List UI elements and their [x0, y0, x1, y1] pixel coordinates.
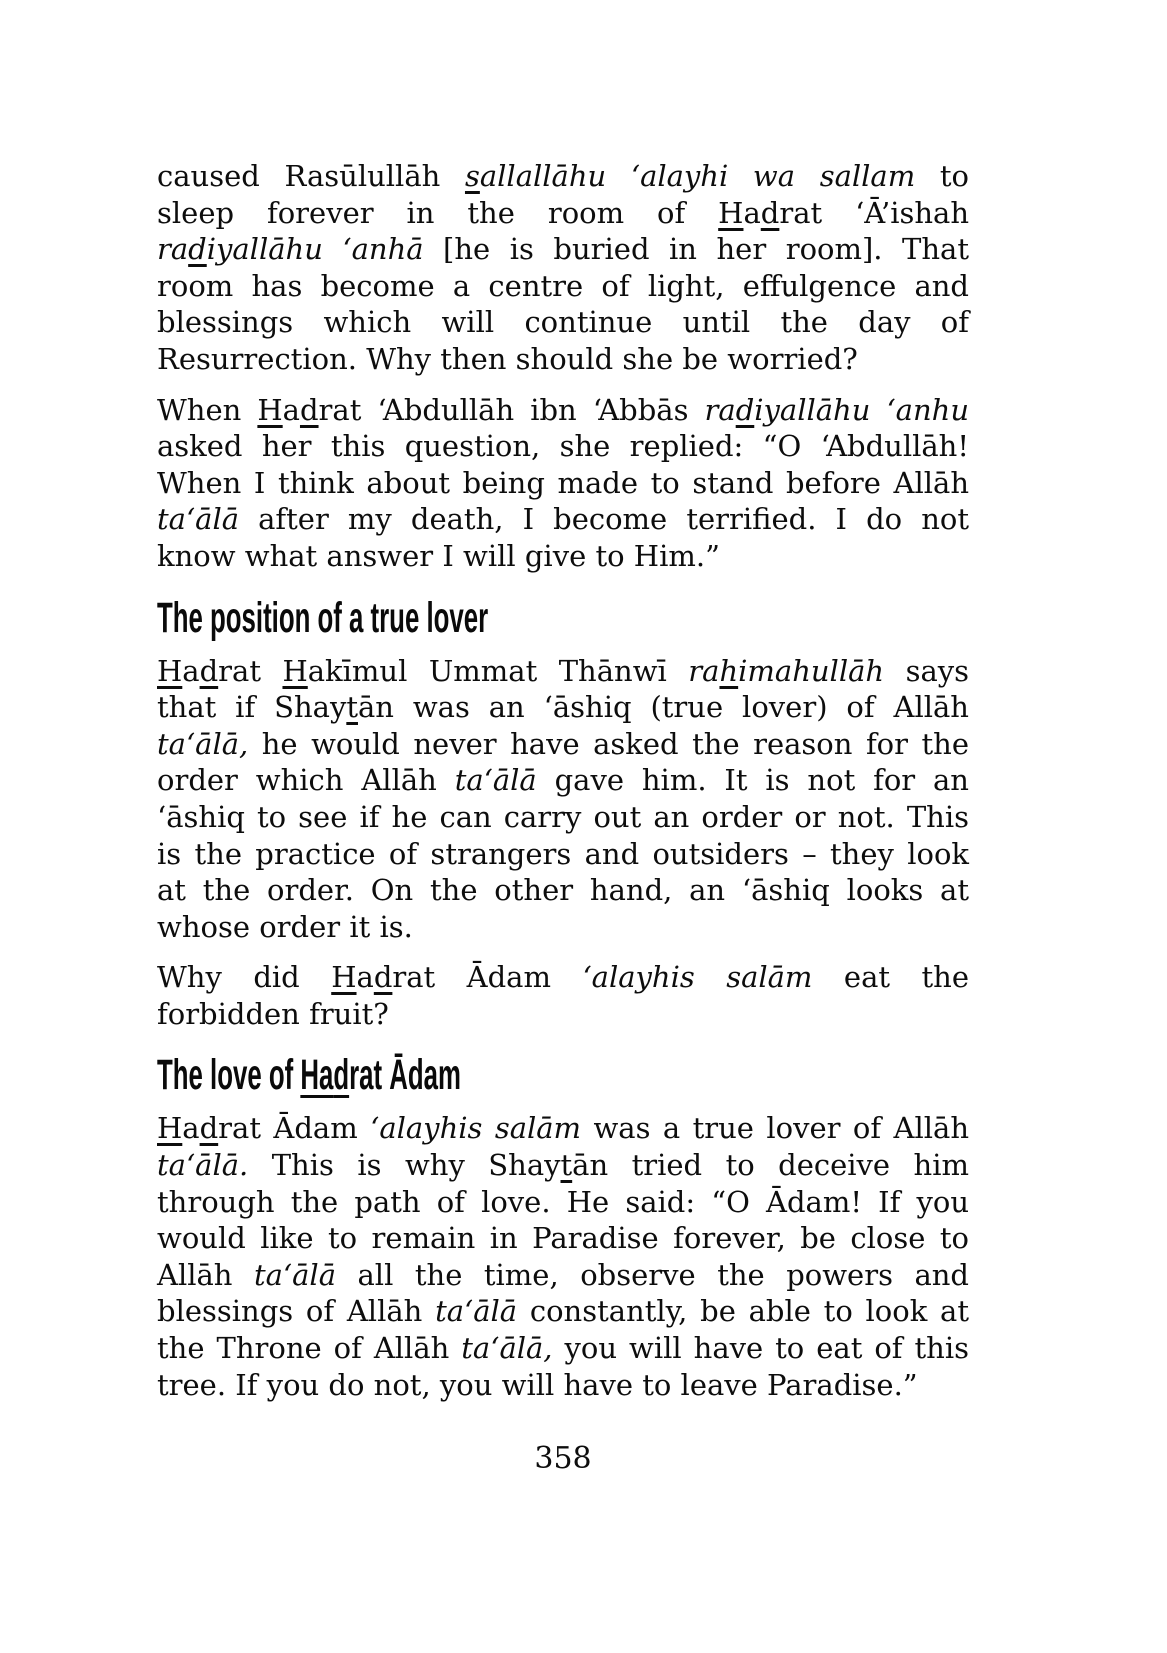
text-run: rat Ādam	[392, 960, 583, 995]
styled-text-run: ‘alayhis salām	[370, 1111, 582, 1146]
styled-text-run: H	[282, 653, 308, 688]
text-run: you will have to eat of this	[552, 1331, 970, 1366]
text-run: rat ‘Ā’ishah	[779, 195, 969, 230]
text-run: a	[743, 195, 761, 230]
text-line	[157, 872, 969, 909]
text-run: The love of	[157, 1051, 301, 1100]
text-run: that if Shay	[157, 690, 347, 725]
styled-text-run: H	[718, 195, 744, 230]
styled-text-run: s	[464, 159, 480, 193]
styled-text-run: ta‘ālā,	[157, 726, 249, 761]
text-run: asked her this question, she replied: “O ‘Abdullāh!	[157, 429, 969, 464]
text-column	[157, 158, 969, 1417]
text-line	[157, 959, 969, 996]
text-line	[157, 1257, 969, 1294]
text-run: a	[182, 653, 200, 688]
page-number: 358	[534, 1441, 592, 1476]
text-line	[157, 1184, 969, 1221]
text-line	[157, 465, 969, 502]
text-run: Resurrection. Why then should she be worried?	[157, 341, 858, 376]
text-line	[157, 538, 969, 575]
text-run: after my death, I become terrified. I do not	[239, 502, 969, 537]
text-line	[157, 653, 969, 690]
text-run: caused Rasūlullāh	[157, 159, 465, 193]
text-line	[157, 909, 969, 946]
text-line	[157, 689, 969, 726]
styled-text-run: ta‘ālā.	[157, 1148, 249, 1183]
text-line	[157, 158, 969, 195]
text-line	[157, 231, 969, 268]
text-line	[157, 341, 969, 378]
text-run: to	[915, 159, 969, 193]
text-run: tree. If you do not, you will have to leave Paradise.”	[157, 1367, 918, 1402]
text-line	[157, 304, 969, 341]
text-run: whose order it is.	[157, 909, 413, 944]
text-run: would like to remain in Paradise forever, be close to	[157, 1221, 969, 1256]
text-run: says	[884, 653, 970, 688]
text-run: When	[157, 392, 258, 427]
section-heading-text	[157, 595, 488, 641]
styled-text-run: H	[157, 1111, 183, 1146]
paragraph	[157, 653, 969, 946]
styled-text-run: H	[157, 653, 183, 688]
styled-text-run: Ha	[300, 1051, 334, 1100]
text-line	[157, 1220, 969, 1257]
text-run: sleep forever in the room of	[157, 195, 719, 230]
styled-text-run: d	[373, 960, 393, 995]
text-run: forbidden fruit?	[157, 996, 389, 1031]
text-run: blessings which will continue until the day of	[157, 305, 969, 340]
styled-text-run: ta‘ālā	[435, 1294, 518, 1329]
styled-text-run: d	[199, 653, 219, 688]
styled-text-run: ta‘ālā	[454, 763, 537, 798]
styled-text-run: ‘alayhis salām	[582, 960, 813, 995]
paragraph	[157, 158, 969, 378]
text-run: a	[356, 960, 374, 995]
text-run: was a true lover of Allāh	[581, 1111, 969, 1146]
paragraph	[157, 392, 969, 575]
text-run: all the time, observe the powers and	[336, 1257, 969, 1292]
styled-text-run: d	[299, 392, 319, 427]
text-run: ‘āshiq to see if he can carry out an order or not. This	[157, 799, 969, 834]
text-run: blessings of Allāh	[157, 1294, 436, 1329]
paragraph	[157, 959, 969, 1032]
section-heading	[157, 1052, 969, 1098]
text-line	[157, 726, 969, 763]
text-run: a	[282, 392, 300, 427]
text-run: Why did	[157, 960, 332, 995]
styled-text-run: ta‘ālā	[253, 1257, 336, 1292]
text-line	[157, 195, 969, 232]
text-run: This is why Shay	[248, 1148, 561, 1183]
text-run: he would never have asked the reason for the	[248, 726, 969, 761]
styled-text-run: t	[346, 690, 358, 725]
section-heading	[157, 595, 969, 641]
text-run: is the practice of strangers and outsiders – they look	[157, 836, 969, 871]
text-line	[157, 836, 969, 873]
text-run: eat the	[812, 960, 969, 995]
styled-text-run: d	[760, 195, 780, 230]
styled-text-run: ra	[688, 653, 720, 688]
styled-text-run: allallāhu ‘alayhi wa sallam	[479, 159, 916, 193]
text-line	[157, 392, 969, 429]
styled-text-run: ra	[704, 392, 736, 427]
text-line	[157, 1330, 969, 1367]
text-run: ān was an ‘āshiq (true lover) of Allāh	[357, 690, 969, 725]
text-run: rat	[218, 653, 283, 688]
styled-text-run: d	[188, 232, 207, 267]
text-run: rat ‘Abdullāh ibn ‘Abbās	[318, 392, 705, 427]
text-run: room has become a centre of light, effulgence and	[157, 268, 969, 303]
text-run: rat Ādam	[349, 1051, 461, 1100]
styled-text-run: iyallāhu ‘anhu	[754, 392, 969, 427]
styled-text-run: t	[560, 1148, 573, 1183]
text-line	[157, 1293, 969, 1330]
text-run: [he is buried in her room]. That	[423, 232, 969, 267]
text-run: ān tried to deceive him	[572, 1148, 970, 1183]
styled-text-run: iyallāhu ‘anhā	[206, 232, 424, 267]
styled-text-run: ra	[157, 232, 189, 267]
text-run: order which Allāh	[157, 763, 455, 798]
text-line	[157, 1367, 969, 1404]
text-run: through the path of love. He said: “O Ādam! If you	[157, 1184, 969, 1219]
section-heading-text	[157, 1052, 461, 1098]
styled-text-run: H	[257, 392, 283, 427]
text-line	[157, 799, 969, 836]
text-line	[157, 268, 969, 305]
text-run: gave him. It is not for an	[536, 763, 969, 798]
styled-text-run: d	[735, 392, 755, 427]
text-run: When I think about being made to stand before Allāh	[157, 465, 969, 500]
styled-text-run: d	[333, 1051, 350, 1100]
text-run: The position of a true lover	[157, 593, 489, 642]
text-run: know what answer I will give to Him.”	[157, 538, 720, 573]
text-line	[157, 762, 969, 799]
styled-text-run: ta‘ālā	[157, 502, 240, 537]
styled-text-run: h	[719, 653, 739, 688]
text-run: akīmul Ummat Thānwī	[307, 653, 689, 688]
text-run: a	[182, 1111, 200, 1146]
styled-text-run: H	[331, 960, 357, 995]
styled-text-run: d	[199, 1111, 219, 1146]
styled-text-run: ta‘ālā,	[461, 1331, 553, 1366]
styled-text-run: imahullāh	[738, 653, 885, 688]
text-run: the Throne of Allāh	[157, 1331, 462, 1366]
text-run: Allāh	[157, 1257, 254, 1292]
text-run: at the order. On the other hand, an ‘āshiq looks at	[157, 873, 969, 908]
text-run: rat Ādam	[218, 1111, 371, 1146]
text-line	[157, 996, 969, 1033]
paragraph	[157, 1110, 969, 1403]
text-run: constantly, be able to look at	[517, 1294, 969, 1329]
text-line	[157, 1110, 969, 1147]
text-line	[157, 1147, 969, 1184]
text-line	[157, 501, 969, 538]
text-line	[157, 428, 969, 465]
